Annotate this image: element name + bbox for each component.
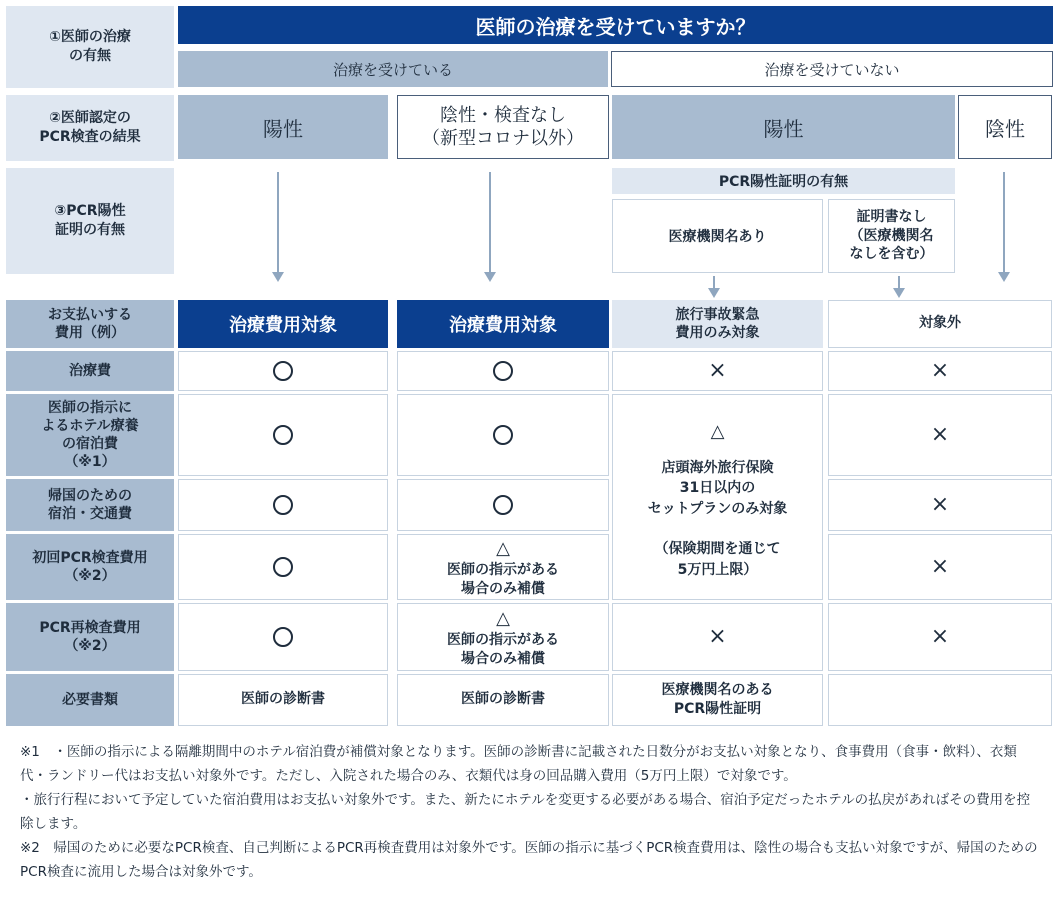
arrow-down-icon: [484, 272, 496, 282]
circle-icon: [493, 361, 513, 381]
q1-label: ①医師の治療 の有無: [6, 6, 174, 88]
col3-header: 旅行事故緊急 費用のみ対象: [612, 300, 823, 348]
circle-icon: [493, 425, 513, 445]
arrow-line: [277, 172, 279, 272]
cell-col4-first-pcr: [828, 534, 1052, 600]
pcr-cert-header: PCR陽性証明の有無: [612, 168, 955, 194]
cross-icon: ×: [930, 623, 950, 649]
pcr-negative-none: 陰性・検査なし （新型コロナ以外）: [397, 95, 609, 159]
cell-col4-docs: [828, 674, 1052, 726]
cell-col2-re-pcr: [397, 603, 609, 671]
cell-col3-docs: 医療機関名のある PCR陽性証明: [612, 674, 823, 726]
with-institution-name: 医療機関名あり: [612, 199, 823, 273]
circle-icon: [273, 557, 293, 577]
circle-icon: [493, 495, 513, 515]
cell-col2-treatment: [397, 351, 609, 391]
row-label-hotel: 医師の指示に よるホテル療養 の宿泊費 （※1）: [6, 394, 174, 476]
arrow-down-icon: [998, 272, 1010, 282]
row-label-re-pcr: PCR再検査費用 （※2）: [6, 603, 174, 671]
cell-col3-re-pcr: [612, 603, 823, 671]
arrow-line: [713, 276, 715, 288]
cross-icon: ×: [930, 421, 950, 447]
pcr-positive-b: 陽性: [612, 95, 955, 159]
cell-col4-return: [828, 479, 1052, 531]
footnotes: [20, 740, 1040, 884]
cell-col1-hotel: [178, 394, 388, 476]
cell-col2-hotel: [397, 394, 609, 476]
triangle-icon: △: [710, 421, 725, 442]
cell-col1-return: [178, 479, 388, 531]
col1-header: 治療費用対象: [178, 300, 388, 348]
row-label-first-pcr: 初回PCR検査費用 （※2）: [6, 534, 174, 600]
triangle-icon: △: [496, 607, 510, 629]
circle-icon: [273, 495, 293, 515]
not-receiving-treatment-header: 治療を受けていない: [611, 51, 1053, 87]
cell-col4-re-pcr: [828, 603, 1052, 671]
q2-label: ②医師認定の PCR検査の結果: [6, 95, 174, 161]
cell-col3-merged: [612, 394, 823, 600]
cell-col3-treatment: [612, 351, 823, 391]
q3-label: ③PCR陽性 証明の有無: [6, 168, 174, 274]
circle-icon: [273, 361, 293, 381]
table-corner-label: お支払いする 費用（例）: [6, 300, 174, 348]
q1-title: 医師の治療を受けていますか？: [178, 6, 1053, 44]
cell-col1-first-pcr: [178, 534, 388, 600]
row-label-docs: 必要書類: [6, 674, 174, 726]
triangle-icon: △: [496, 537, 510, 559]
cell-col4-treatment: [828, 351, 1052, 391]
merged-note: 店頭海外旅行保険 31日以内の セットプランのみ対象 （保険期間を通じて 5万円上限）: [647, 460, 788, 578]
cell-col1-treatment: [178, 351, 388, 391]
cross-icon: ×: [930, 357, 950, 383]
cell-col2-first-pcr: [397, 534, 609, 600]
arrow-line: [489, 172, 491, 272]
cross-icon: ×: [708, 623, 727, 649]
arrow-line: [1003, 172, 1005, 272]
arrow-down-icon: [708, 288, 720, 298]
row-label-treatment: 治療費: [6, 351, 174, 391]
cross-icon: ×: [708, 357, 727, 383]
arrow-down-icon: [272, 272, 284, 282]
doctor-instruction-note: 医師の指示がある 場合のみ補償: [447, 631, 559, 667]
circle-icon: [273, 627, 293, 647]
cell-col4-hotel: [828, 394, 1052, 476]
circle-icon: [273, 425, 293, 445]
pcr-positive-a: 陽性: [178, 95, 388, 159]
footnote-2: ※2 帰国のために必要なPCR検査、自己判断によるPCR再検査費用は対象外です。医師の指示に基づくPCR検査費用は、陰性の場合も支払い対象ですが、帰国のためのPCR検査に流用した場合は対象外です。: [20, 840, 1038, 880]
row-label-return: 帰国のための 宿泊・交通費: [6, 479, 174, 531]
cell-col1-re-pcr: [178, 603, 388, 671]
cell-col1-docs: 医師の診断書: [178, 674, 388, 726]
pcr-negative-b: 陰性: [958, 95, 1052, 159]
cell-col2-docs: 医師の診断書: [397, 674, 609, 726]
footnote-1: ※1 ・医師の指示による隔離期間中のホテル宿泊費が補償対象となります。医師の診断書に記載された日数分がお支払い対象となり、食事費用（食事・飲料）、衣類代・ランドリー代はお支払い対象外です。ただし、入院された場合のみ、衣類代は身の回品購入費用（5万円上限）で対象です。: [20, 744, 1017, 784]
cross-icon: ×: [930, 491, 950, 517]
col2-header: 治療費用対象: [397, 300, 609, 348]
arrow-line: [898, 276, 900, 288]
col4-header: 対象外: [828, 300, 1052, 348]
cross-icon: ×: [930, 553, 950, 579]
footnote-1-sub: ・旅行行程において予定していた宿泊費用はお支払い対象外です。また、新たにホテルを変更する必要がある場合、宿泊予定だったホテルの払戻があればその費用を控除します。: [20, 792, 1031, 832]
arrow-down-icon: [893, 288, 905, 298]
doctor-instruction-note: 医師の指示がある 場合のみ補償: [447, 561, 559, 597]
receiving-treatment-header: 治療を受けている: [178, 51, 608, 87]
no-certificate: 証明書なし （医療機関名 なしを含む）: [828, 199, 955, 273]
cell-col2-return: [397, 479, 609, 531]
